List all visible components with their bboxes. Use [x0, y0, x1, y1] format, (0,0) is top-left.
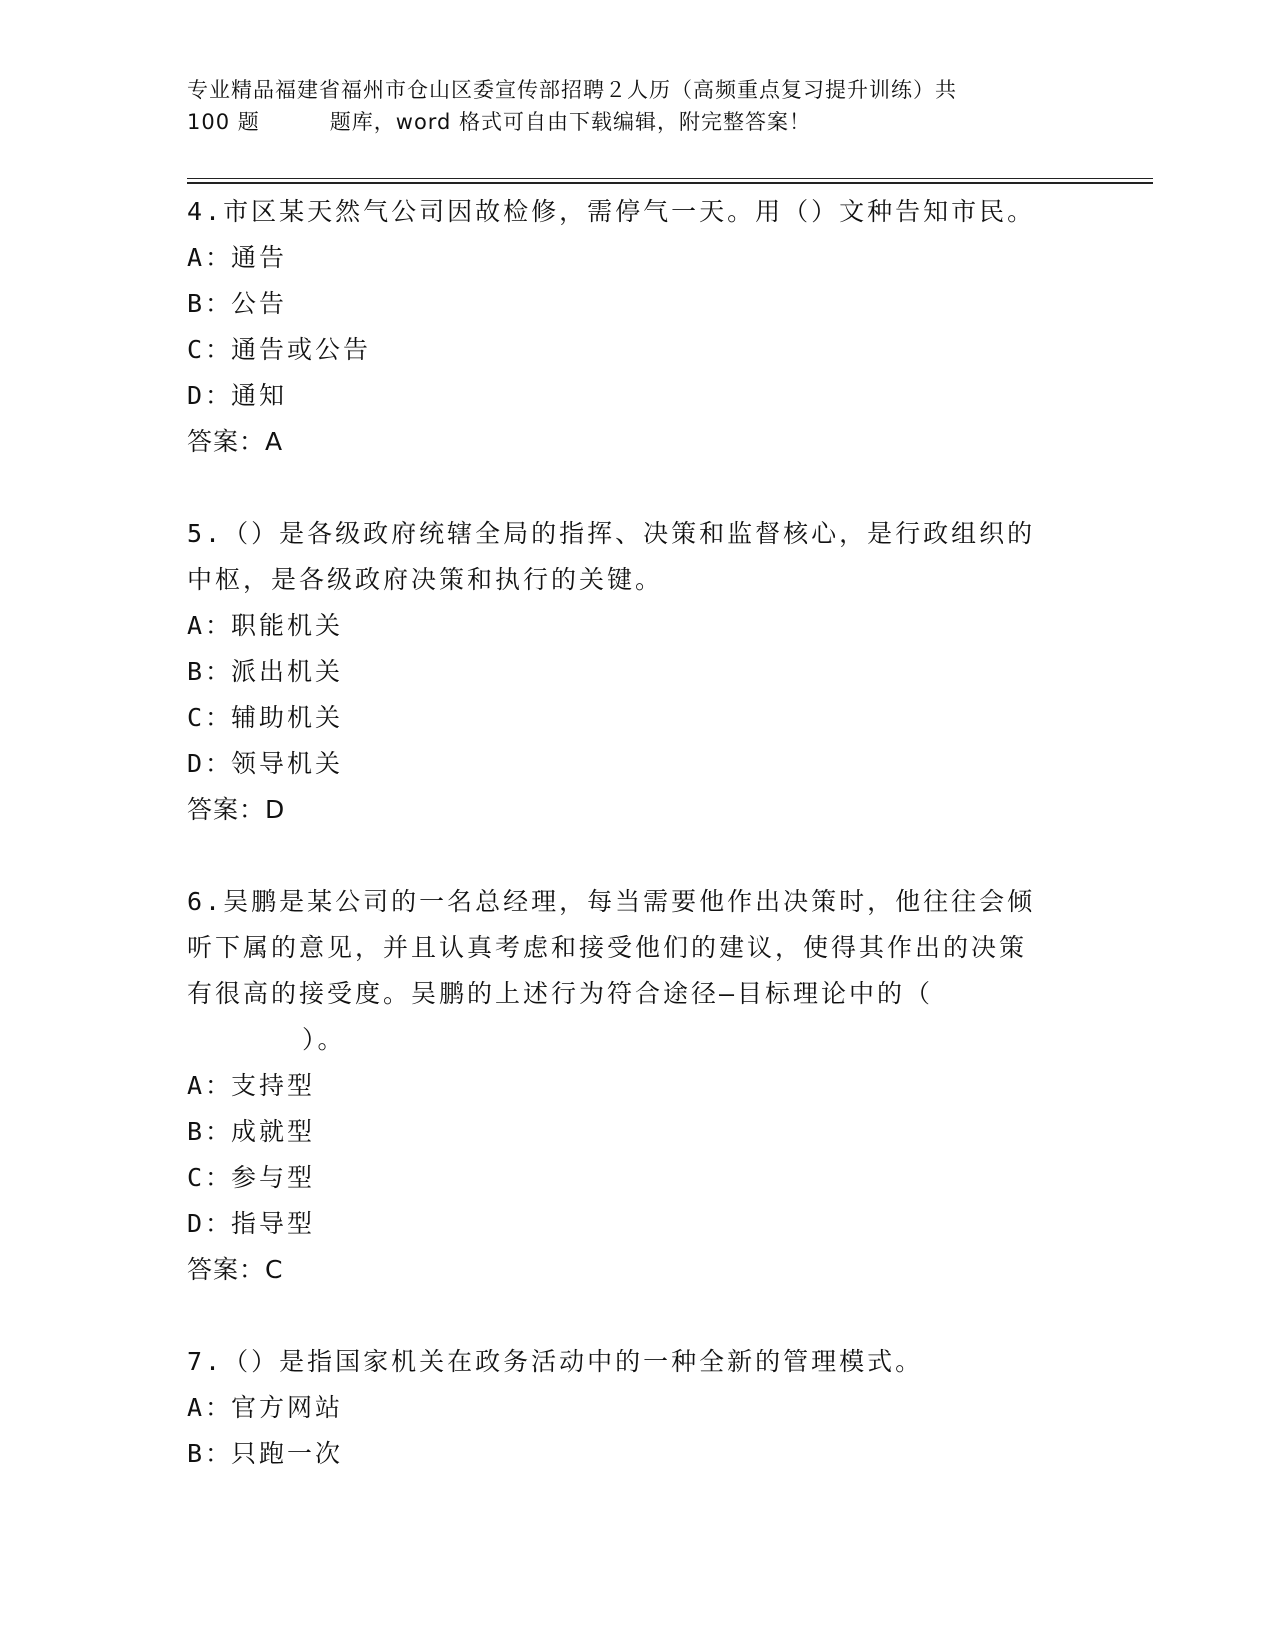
option-text: 通告或公告	[231, 335, 372, 364]
option-key: A：	[187, 611, 234, 640]
option-a	[187, 1385, 1067, 1431]
header-line-1: 专业精品福建省福州市仓山区委宣传部招聘２人历（高频重点复习提升训练）共	[187, 78, 957, 102]
option-key: C：	[187, 1163, 234, 1192]
option-text: 职能机关	[231, 611, 344, 640]
option-key: B：	[187, 657, 234, 686]
option-key: A：	[187, 243, 234, 272]
question-7	[187, 1339, 1067, 1477]
option-c	[187, 327, 1067, 373]
question-stem	[187, 879, 1067, 1063]
question-stem	[187, 1339, 1067, 1385]
option-key: A：	[187, 1071, 234, 1100]
option-a	[187, 235, 1067, 281]
option-key: B：	[187, 1117, 234, 1146]
answer-label: 答案：C	[187, 1255, 284, 1284]
option-b	[187, 649, 1067, 695]
option-text: 指导型	[231, 1209, 316, 1238]
option-text: 参与型	[231, 1163, 316, 1192]
answer-label: 答案：D	[187, 795, 286, 824]
option-text: 成就型	[231, 1117, 316, 1146]
option-key: D：	[187, 749, 234, 778]
header-line-2	[187, 106, 1067, 138]
question-6	[187, 879, 1067, 1293]
option-key: D：	[187, 1209, 234, 1238]
document-header	[187, 74, 1067, 138]
option-text: 领导机关	[231, 749, 344, 778]
option-key: B：	[187, 1439, 234, 1468]
question-5	[187, 511, 1067, 833]
option-c	[187, 1155, 1067, 1201]
header-description: 题库，word 格式可自由下载编辑，附完整答案！	[329, 110, 812, 134]
option-a	[187, 603, 1067, 649]
stem-line: 4.市区某天然气公司因故检修，需停气一天。用（）文种告知市民。	[187, 197, 1036, 226]
option-text: 派出机关	[231, 657, 344, 686]
option-b	[187, 1109, 1067, 1155]
option-a	[187, 1063, 1067, 1109]
answer-label: 答案：A	[187, 427, 284, 456]
stem-line: 听下属的意见，并且认真考虑和接受他们的建议，使得其作出的决策	[187, 933, 1028, 962]
option-d	[187, 373, 1067, 419]
option-text: 辅助机关	[231, 703, 344, 732]
option-c	[187, 695, 1067, 741]
stem-line: 有很高的接受度。吴鹏的上述行为符合途径—目标理论中的（	[187, 979, 934, 1008]
stem-line: 7.（）是指国家机关在政务活动中的一种全新的管理模式。	[187, 1347, 924, 1376]
option-b	[187, 1431, 1067, 1477]
option-text: 通知	[231, 381, 288, 410]
option-text: 只跑一次	[231, 1439, 344, 1468]
option-b	[187, 281, 1067, 327]
question-stem	[187, 189, 1067, 235]
stem-line: 6.吴鹏是某公司的一名总经理，每当需要他作出决策时，他往往会倾	[187, 887, 1036, 916]
stem-line: 中枢，是各级政府决策和执行的关键。	[187, 565, 664, 594]
option-key: C：	[187, 703, 234, 732]
header-rule-thin	[187, 178, 1153, 179]
question-stem	[187, 511, 1067, 603]
option-d	[187, 741, 1067, 787]
option-text: 支持型	[231, 1071, 316, 1100]
question-list	[187, 189, 1067, 1523]
option-key: D：	[187, 381, 234, 410]
stem-line: 5.（）是各级政府统辖全局的指挥、决策和监督核心，是行政组织的	[187, 519, 1036, 548]
stem-line: ）。	[302, 1025, 346, 1054]
question-4	[187, 189, 1067, 465]
header-rule-thick	[187, 182, 1153, 184]
option-text: 通告	[231, 243, 288, 272]
option-key: C：	[187, 335, 234, 364]
option-text: 官方网站	[231, 1393, 344, 1422]
option-key: A：	[187, 1393, 234, 1422]
option-d	[187, 1201, 1067, 1247]
header-count: 100 题	[187, 110, 260, 134]
option-key: B：	[187, 289, 234, 318]
option-text: 公告	[231, 289, 288, 318]
